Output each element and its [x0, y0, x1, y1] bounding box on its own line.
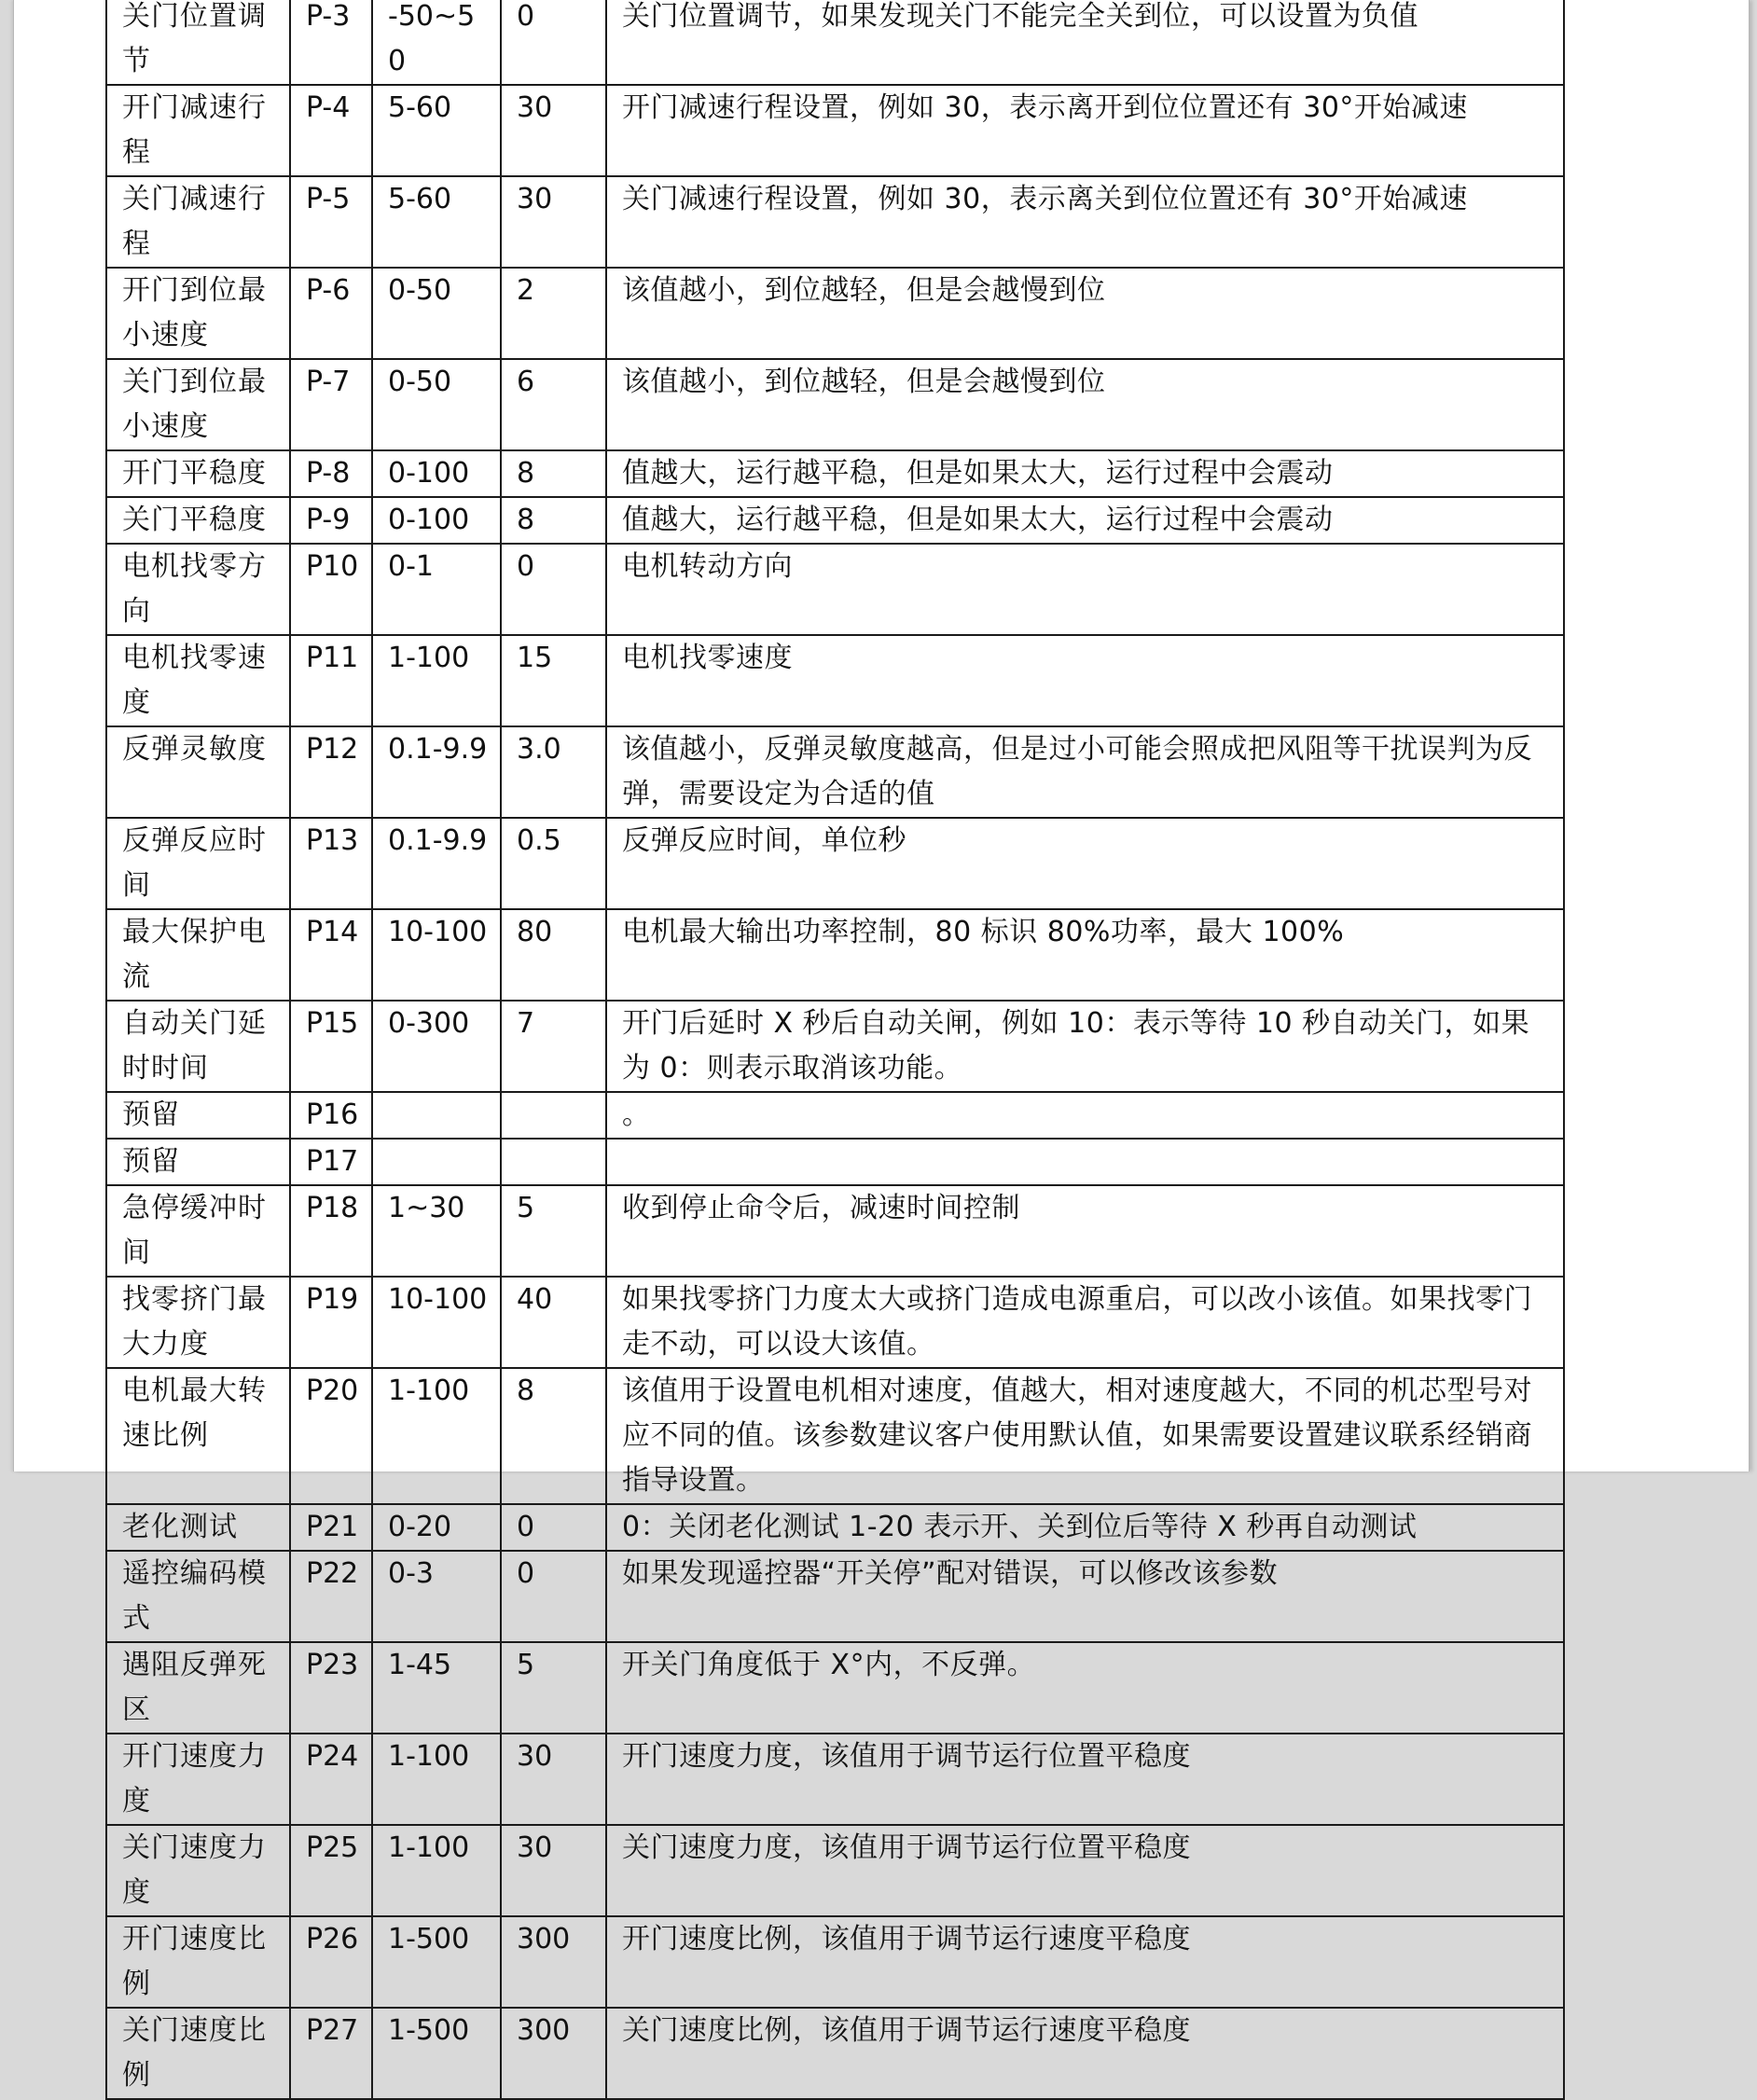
param-default-cell: 8 [501, 450, 606, 497]
param-description-cell: 电机最大输出功率控制，80 标识 80%功率，最大 100% [606, 909, 1564, 1001]
param-range-cell: 1-100 [372, 1825, 501, 1916]
param-name-cell: 遥控编码模式 [106, 1551, 290, 1642]
table-row [106, 176, 1564, 268]
table-row [106, 0, 1564, 85]
table-row [106, 1092, 1564, 1139]
param-range-cell: 1-500 [372, 1916, 501, 2008]
param-range-cell: 1~30 [372, 1185, 501, 1277]
param-code-cell: P19 [290, 1277, 372, 1368]
param-code-cell: P16 [290, 1092, 372, 1139]
table-row [106, 726, 1564, 818]
param-description-cell: 关门速度比例，该值用于调节运行速度平稳度 [606, 2008, 1564, 2099]
param-description-cell: 反弹反应时间，单位秒 [606, 818, 1564, 909]
param-range-cell: 10-100 [372, 1277, 501, 1368]
table-row [106, 268, 1564, 359]
param-range-cell: 10-100 [372, 909, 501, 1001]
table-row [106, 450, 1564, 497]
table-row [106, 544, 1564, 635]
param-range-cell: 0-100 [372, 497, 501, 544]
param-range-cell: 1-100 [372, 1368, 501, 1504]
param-name-cell: 最大保护电流 [106, 909, 290, 1001]
parameter-table-body [106, 0, 1564, 2099]
table-row [106, 1734, 1564, 1825]
table-row [106, 1916, 1564, 2008]
param-code-cell: P13 [290, 818, 372, 909]
param-code-cell: P20 [290, 1368, 372, 1504]
param-code-cell: P10 [290, 544, 372, 635]
param-code-cell: P11 [290, 635, 372, 726]
param-range-cell: 0-3 [372, 1551, 501, 1642]
table-row [106, 1139, 1564, 1185]
table-row [106, 1185, 1564, 1277]
param-code-cell: P18 [290, 1185, 372, 1277]
param-range-cell: 0-20 [372, 1504, 501, 1551]
param-default-cell: 0 [501, 1551, 606, 1642]
param-range-cell: 0-100 [372, 450, 501, 497]
param-name-cell: 反弹反应时间 [106, 818, 290, 909]
table-row [106, 85, 1564, 176]
table-row [106, 497, 1564, 544]
param-range-cell: 5-60 [372, 176, 501, 268]
param-range-cell: 0.1-9.9 [372, 818, 501, 909]
param-name-cell: 预留 [106, 1092, 290, 1139]
param-default-cell: 40 [501, 1277, 606, 1368]
param-description-cell: 电机找零速度 [606, 635, 1564, 726]
param-name-cell: 找零挤门最大力度 [106, 1277, 290, 1368]
param-description-cell: 开门速度力度，该值用于调节运行位置平稳度 [606, 1734, 1564, 1825]
table-row [106, 1642, 1564, 1734]
param-description-cell: 该值越小，到位越轻，但是会越慢到位 [606, 268, 1564, 359]
param-range-cell: 5-60 [372, 85, 501, 176]
param-code-cell: P24 [290, 1734, 372, 1825]
param-default-cell: 30 [501, 1825, 606, 1916]
param-range-cell: 1-100 [372, 635, 501, 726]
param-code-cell: P15 [290, 1001, 372, 1092]
table-row [106, 909, 1564, 1001]
param-default-cell: 30 [501, 176, 606, 268]
param-name-cell: 关门位置调节 [106, 0, 290, 85]
parameter-table [105, 0, 1565, 2100]
param-default-cell: 15 [501, 635, 606, 726]
param-code-cell: P-7 [290, 359, 372, 450]
param-name-cell: 电机找零速度 [106, 635, 290, 726]
param-default-cell: 0 [501, 0, 606, 85]
param-code-cell: P14 [290, 909, 372, 1001]
param-default-cell [501, 1139, 606, 1185]
param-description-cell: 该值用于设置电机相对速度，值越大，相对速度越大，不同的机芯型号对应不同的值。该参数建议客户使用默认值，如果需要设置建议联系经销商指导设置。 [606, 1368, 1564, 1504]
param-description-cell: 关门位置调节，如果发现关门不能完全关到位，可以设置为负值 [606, 0, 1564, 85]
param-code-cell: P-8 [290, 450, 372, 497]
param-name-cell: 反弹灵敏度 [106, 726, 290, 818]
param-name-cell: 关门速度力度 [106, 1825, 290, 1916]
param-default-cell: 8 [501, 1368, 606, 1504]
param-description-cell: 收到停止命令后，减速时间控制 [606, 1185, 1564, 1277]
param-range-cell: 0.1-9.9 [372, 726, 501, 818]
param-default-cell: 80 [501, 909, 606, 1001]
param-description-cell: 值越大，运行越平稳，但是如果太大，运行过程中会震动 [606, 450, 1564, 497]
param-name-cell: 开门速度力度 [106, 1734, 290, 1825]
param-default-cell: 30 [501, 1734, 606, 1825]
document-page [13, 0, 1750, 2092]
param-name-cell: 开门平稳度 [106, 450, 290, 497]
param-description-cell: 开门减速行程设置，例如 30，表示离开到位位置还有 30°开始减速 [606, 85, 1564, 176]
table-row [106, 2008, 1564, 2099]
param-code-cell: P-6 [290, 268, 372, 359]
param-description-cell: 电机转动方向 [606, 544, 1564, 635]
param-range-cell: 1-100 [372, 1734, 501, 1825]
param-code-cell: P23 [290, 1642, 372, 1734]
param-range-cell: 0-1 [372, 544, 501, 635]
param-code-cell: P-3 [290, 0, 372, 85]
param-range-cell: 1-500 [372, 2008, 501, 2099]
param-description-cell: 如果发现遥控器“开关停”配对错误，可以修改该参数 [606, 1551, 1564, 1642]
param-description-cell: 开关门角度低于 X°内，不反弹。 [606, 1642, 1564, 1734]
param-name-cell: 开门速度比例 [106, 1916, 290, 2008]
param-code-cell: P17 [290, 1139, 372, 1185]
param-description-cell: 。 [606, 1092, 1564, 1139]
param-default-cell: 3.0 [501, 726, 606, 818]
param-code-cell: P-5 [290, 176, 372, 268]
table-row [106, 635, 1564, 726]
param-name-cell: 关门平稳度 [106, 497, 290, 544]
param-description-cell: 该值越小，反弹灵敏度越高，但是过小可能会照成把风阻等干扰误判为反弹，需要设定为合适的值 [606, 726, 1564, 818]
param-description-cell: 0：关闭老化测试 1-20 表示开、关到位后等待 X 秒再自动测试 [606, 1504, 1564, 1551]
param-name-cell: 遇阻反弹死区 [106, 1642, 290, 1734]
param-default-cell: 300 [501, 1916, 606, 2008]
param-range-cell: 0-50 [372, 268, 501, 359]
param-default-cell: 0 [501, 1504, 606, 1551]
param-name-cell: 急停缓冲时间 [106, 1185, 290, 1277]
param-description-cell: 该值越小，到位越轻，但是会越慢到位 [606, 359, 1564, 450]
param-range-cell [372, 1139, 501, 1185]
param-default-cell: 6 [501, 359, 606, 450]
param-default-cell: 8 [501, 497, 606, 544]
param-default-cell: 5 [501, 1185, 606, 1277]
table-row [106, 1277, 1564, 1368]
param-range-cell [372, 1092, 501, 1139]
param-name-cell: 电机最大转速比例 [106, 1368, 290, 1504]
param-code-cell: P12 [290, 726, 372, 818]
param-name-cell: 关门速度比例 [106, 2008, 290, 2099]
param-default-cell: 2 [501, 268, 606, 359]
param-code-cell: P25 [290, 1825, 372, 1916]
param-default-cell [501, 1092, 606, 1139]
table-row [106, 1001, 1564, 1092]
param-default-cell: 30 [501, 85, 606, 176]
param-description-cell: 值越大，运行越平稳，但是如果太大，运行过程中会震动 [606, 497, 1564, 544]
param-code-cell: P21 [290, 1504, 372, 1551]
param-name-cell: 老化测试 [106, 1504, 290, 1551]
table-row [106, 359, 1564, 450]
table-row [106, 818, 1564, 909]
param-default-cell: 5 [501, 1642, 606, 1734]
param-code-cell: P26 [290, 1916, 372, 2008]
param-name-cell: 预留 [106, 1139, 290, 1185]
param-name-cell: 自动关门延时时间 [106, 1001, 290, 1092]
param-default-cell: 300 [501, 2008, 606, 2099]
param-name-cell: 开门减速行程 [106, 85, 290, 176]
param-default-cell: 0 [501, 544, 606, 635]
param-name-cell: 关门减速行程 [106, 176, 290, 268]
param-code-cell: P-9 [290, 497, 372, 544]
param-default-cell: 7 [501, 1001, 606, 1092]
param-name-cell: 电机找零方向 [106, 544, 290, 635]
param-default-cell: 0.5 [501, 818, 606, 909]
param-description-cell: 关门减速行程设置，例如 30，表示离关到位位置还有 30°开始减速 [606, 176, 1564, 268]
param-range-cell: 0-300 [372, 1001, 501, 1092]
param-description-cell: 关门速度力度，该值用于调节运行位置平稳度 [606, 1825, 1564, 1916]
param-code-cell: P-4 [290, 85, 372, 176]
param-code-cell: P22 [290, 1551, 372, 1642]
param-range-cell: -50~50 [372, 0, 501, 85]
param-description-cell: 开门后延时 X 秒后自动关闸，例如 10：表示等待 10 秒自动关门，如果为 0：则表示取消该功能。 [606, 1001, 1564, 1092]
table-row [106, 1368, 1564, 1504]
param-description-cell: 如果找零挤门力度太大或挤门造成电源重启，可以改小该值。如果找零门走不动，可以设大该值。 [606, 1277, 1564, 1368]
param-name-cell: 关门到位最小速度 [106, 359, 290, 450]
param-description-cell [606, 1139, 1564, 1185]
table-row [106, 1825, 1564, 1916]
param-code-cell: P27 [290, 2008, 372, 2099]
table-row [106, 1504, 1564, 1551]
param-name-cell: 开门到位最小速度 [106, 268, 290, 359]
param-description-cell: 开门速度比例，该值用于调节运行速度平稳度 [606, 1916, 1564, 2008]
param-range-cell: 1-45 [372, 1642, 501, 1734]
table-row [106, 1551, 1564, 1642]
param-range-cell: 0-50 [372, 359, 501, 450]
